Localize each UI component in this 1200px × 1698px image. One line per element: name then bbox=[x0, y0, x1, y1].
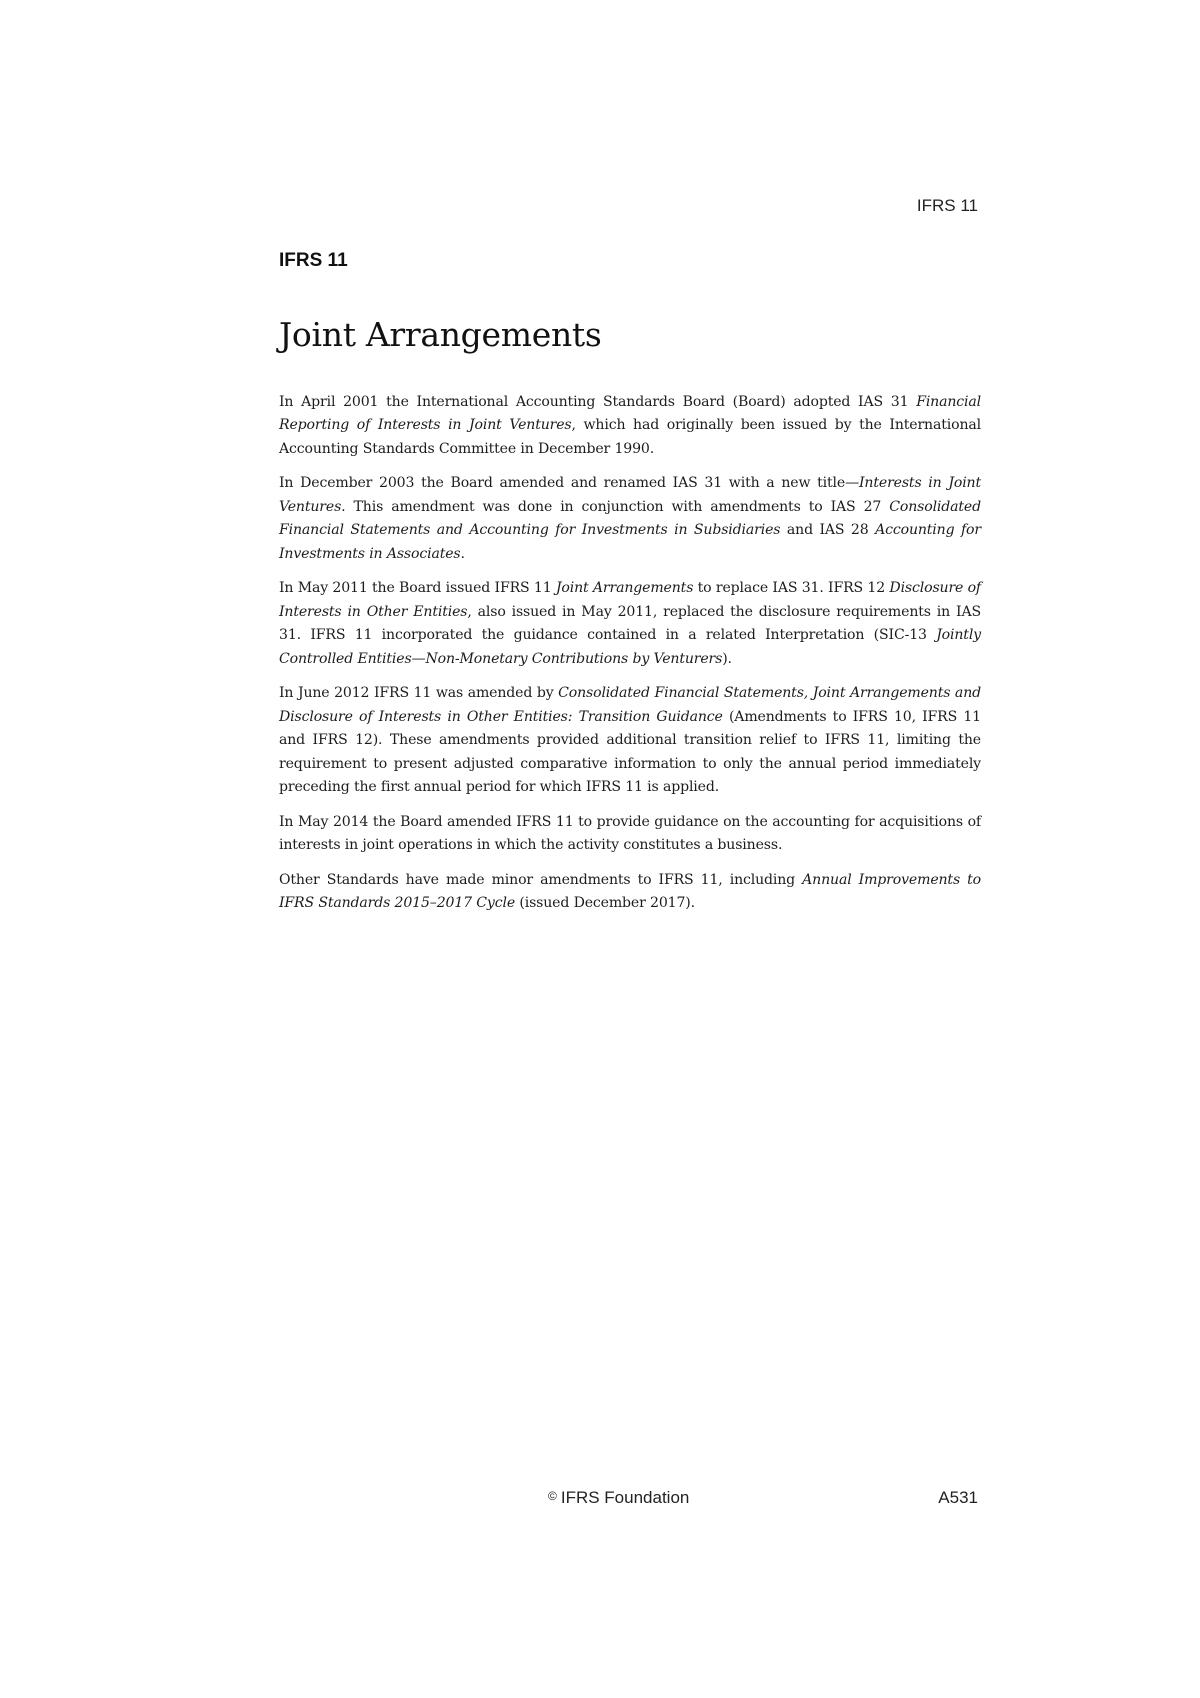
text-run: In April 2001 the International Accounting Standards Board (Board) adopted IAS 31 bbox=[279, 393, 917, 410]
text-run: . bbox=[460, 545, 465, 562]
text-run: In May 2011 the Board issued IFRS 11 bbox=[279, 580, 556, 597]
paragraph-history-2012 bbox=[279, 682, 981, 800]
text-run: (issued December 2017). bbox=[515, 895, 695, 912]
italic-title: Accounting for Investments in Associates bbox=[279, 522, 981, 562]
text-run: , also issued in May 2011, replaced the disclosure requirements in IAS 31. IFRS 11 incorporated the guidance contained in a related Interpretation (SIC-13 bbox=[279, 603, 981, 644]
copyright-symbol: © bbox=[548, 1489, 557, 1503]
italic-title: Interests in Joint Ventures bbox=[279, 475, 981, 515]
running-head: IFRS 11 bbox=[916, 196, 978, 215]
footer-copyright bbox=[548, 1488, 689, 1508]
text-run: Other Standards have made minor amendments to IFRS 11, including bbox=[279, 871, 803, 888]
italic-title: Disclosure of Interests in Other Entities bbox=[279, 580, 981, 620]
document-body bbox=[279, 391, 981, 916]
document-title: Joint Arrangements bbox=[279, 315, 602, 354]
paragraph-history-2003 bbox=[279, 472, 981, 566]
page-number: A531 bbox=[938, 1488, 978, 1507]
standard-label: IFRS 11 bbox=[279, 250, 348, 271]
text-run: In May 2014 the Board amended IFRS 11 to provide guidance on the accounting for acquisitions of interests in joint operations in which the activity constitutes a business. bbox=[279, 813, 981, 854]
text-run: , which had originally been issued by the International Accounting Standards Committee in December 1990. bbox=[279, 417, 981, 457]
footer-organization: IFRS Foundation bbox=[560, 1488, 690, 1507]
italic-title: Jointly Controlled Entities—Non-Monetary Contributions by Venturers bbox=[279, 627, 981, 667]
italic-title: Joint Arrangements bbox=[555, 580, 694, 597]
text-run: In June 2012 IFRS 11 was amended by bbox=[279, 685, 559, 702]
paragraph-other-amendments bbox=[279, 869, 981, 916]
italic-title: Financial Reporting of Interests in Joint Ventures bbox=[279, 393, 981, 434]
italic-title: Annual Improvements to IFRS Standards 2015–2017 Cycle bbox=[279, 871, 981, 912]
page-content bbox=[279, 250, 981, 927]
text-run: to replace IAS 31. IFRS 12 bbox=[693, 580, 890, 597]
italic-title: Consolidated Financial Statements and Accounting for Investments in Subsidiaries bbox=[279, 498, 981, 539]
text-run: (Amendments to IFRS 10, IFRS 11 and IFRS 12). These amendments provided additional transition relief to IFRS 11, limiting the requirement to present adjusted comparative information to only the annual period immediately preceding the first annual period for which IFRS 11 is applied. bbox=[279, 708, 981, 796]
paragraph-history-2011 bbox=[279, 577, 981, 671]
text-run: and IAS 28 bbox=[780, 522, 876, 539]
text-run: In December 2003 the Board amended and renamed IAS 31 with a new title— bbox=[279, 475, 860, 492]
paragraph-history-2001 bbox=[279, 391, 981, 462]
paragraph-history-2014 bbox=[279, 811, 981, 858]
text-run: . This amendment was done in conjunction with amendments to IAS 27 bbox=[341, 498, 890, 515]
italic-title: Consolidated Financial Statements, Joint Arrangements and Disclosure of Interests in Other Entities: Transition Guidance bbox=[279, 685, 981, 725]
text-run: ). bbox=[722, 650, 732, 667]
